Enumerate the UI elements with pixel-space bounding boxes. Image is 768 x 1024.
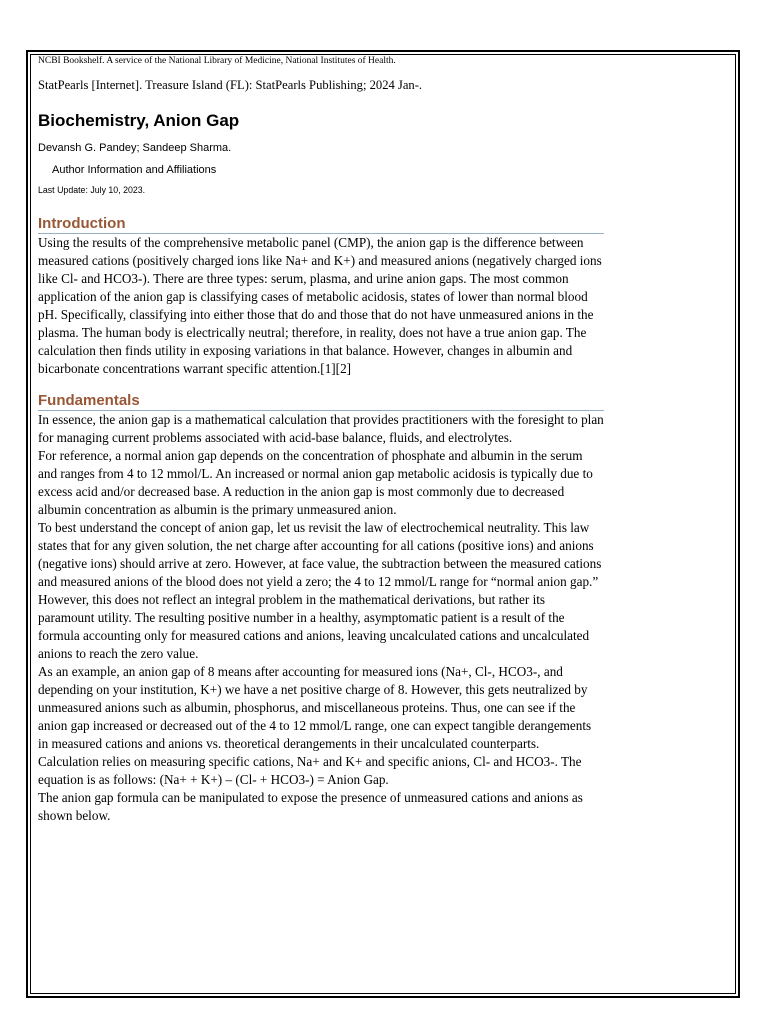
- section-heading-fundamentals: Fundamentals: [38, 392, 604, 411]
- fundamentals-paragraph: In essence, the anion gap is a mathematical calculation that provides practitioners with the foresight to plan for managing current problems associated with acid-base balance, fluids, and electrolytes.: [38, 412, 604, 445]
- last-update: Last Update: July 10, 2023.: [38, 185, 146, 195]
- fundamentals-paragraph: For reference, a normal anion gap depends on the concentration of phosphate and albumin in the serum and ranges from 4 to 12 mmol/L. An increased or normal anion gap metabolic acidosis is typically due to excess acid and/or decreased base. A reduction in the anion gap is most commonly due to decreased albumin concentration as albumin is the primary unmeasured anion.: [38, 448, 593, 517]
- article-title: Biochemistry, Anion Gap: [38, 111, 240, 130]
- ncbi-service-line: NCBI Bookshelf. A service of the National Library of Medicine, National Institutes of Health.: [38, 56, 396, 66]
- publication-line: StatPearls [Internet]. Treasure Island (FL): StatPearls Publishing; 2024 Jan-.: [38, 78, 423, 92]
- fundamentals-paragraph: To best understand the concept of anion gap, let us revisit the law of electrochemical neutrality. This law states that for any given solution, the net charge after accounting for all cations (positive ions) and anions (negative ions) should arrive at zero. However, at face value, the subtraction between the measured cations and measured anions of the blood does not yield a zero; the 4 to 12 mmol/L range for “normal anion gap.” However, this does not reflect an integral problem in the mathematical derivations, but rather its paramount utility. The resulting positive number in a healthy, asymptomatic patient is a result of the formula accounting only for measured cations and anions, leaving uncalculated cations and uncalculated anions to reach the zero value.: [38, 520, 602, 661]
- document-content: [38, 55, 604, 825]
- fundamentals-paragraph: Calculation relies on measuring specific cations, Na+ and K+ and specific anions, Cl- and HCO3-. The equation is as follows: (Na+ + K+) – (Cl- + HCO3-) = Anion Gap.: [38, 754, 582, 787]
- section-heading-introduction: Introduction: [38, 215, 604, 234]
- fundamentals-paragraph: The anion gap formula can be manipulated to expose the presence of unmeasured cations and anions as shown below.: [38, 790, 583, 823]
- introduction-paragraph: Using the results of the comprehensive metabolic panel (CMP), the anion gap is the difference between measured cations (positively charged ions like Na+ and K+) and measured anions (negatively charged ions like Cl- and HCO3-). There are three types: serum, plasma, and urine anion gaps. The most common application of the anion gap is classifying cases of metabolic acidosis, states of lower than normal blood pH. Specifically, classifying into either those that do and those that do not have unmeasured anions in the plasma. The human body is electrically neutral; therefore, in reality, does not have a true anion gap. The calculation then finds utility in exposing variations in that balance. However, changes in albumin and bicarbonate concentrations warrant specific attention.[1][2]: [38, 235, 602, 376]
- fundamentals-paragraph: As an example, an anion gap of 8 means after accounting for measured ions (Na+, Cl-, HCO3-, and depending on your institution, K+) we have a net positive charge of 8. However, this gets neutralized by unmeasured anions such as albumin, phosphorus, and miscellaneous proteins. Thus, one can see if the anion gap increased or decreased out of the 4 to 12 mmol/L range, one can expect tangible derangements in measured cations and anions vs. theoretical derangements in their uncalculated counterparts.: [38, 664, 592, 751]
- article-authors: Devansh G. Pandey; Sandeep Sharma.: [38, 142, 232, 154]
- author-affiliations-link[interactable]: Author Information and Affiliations: [52, 164, 217, 176]
